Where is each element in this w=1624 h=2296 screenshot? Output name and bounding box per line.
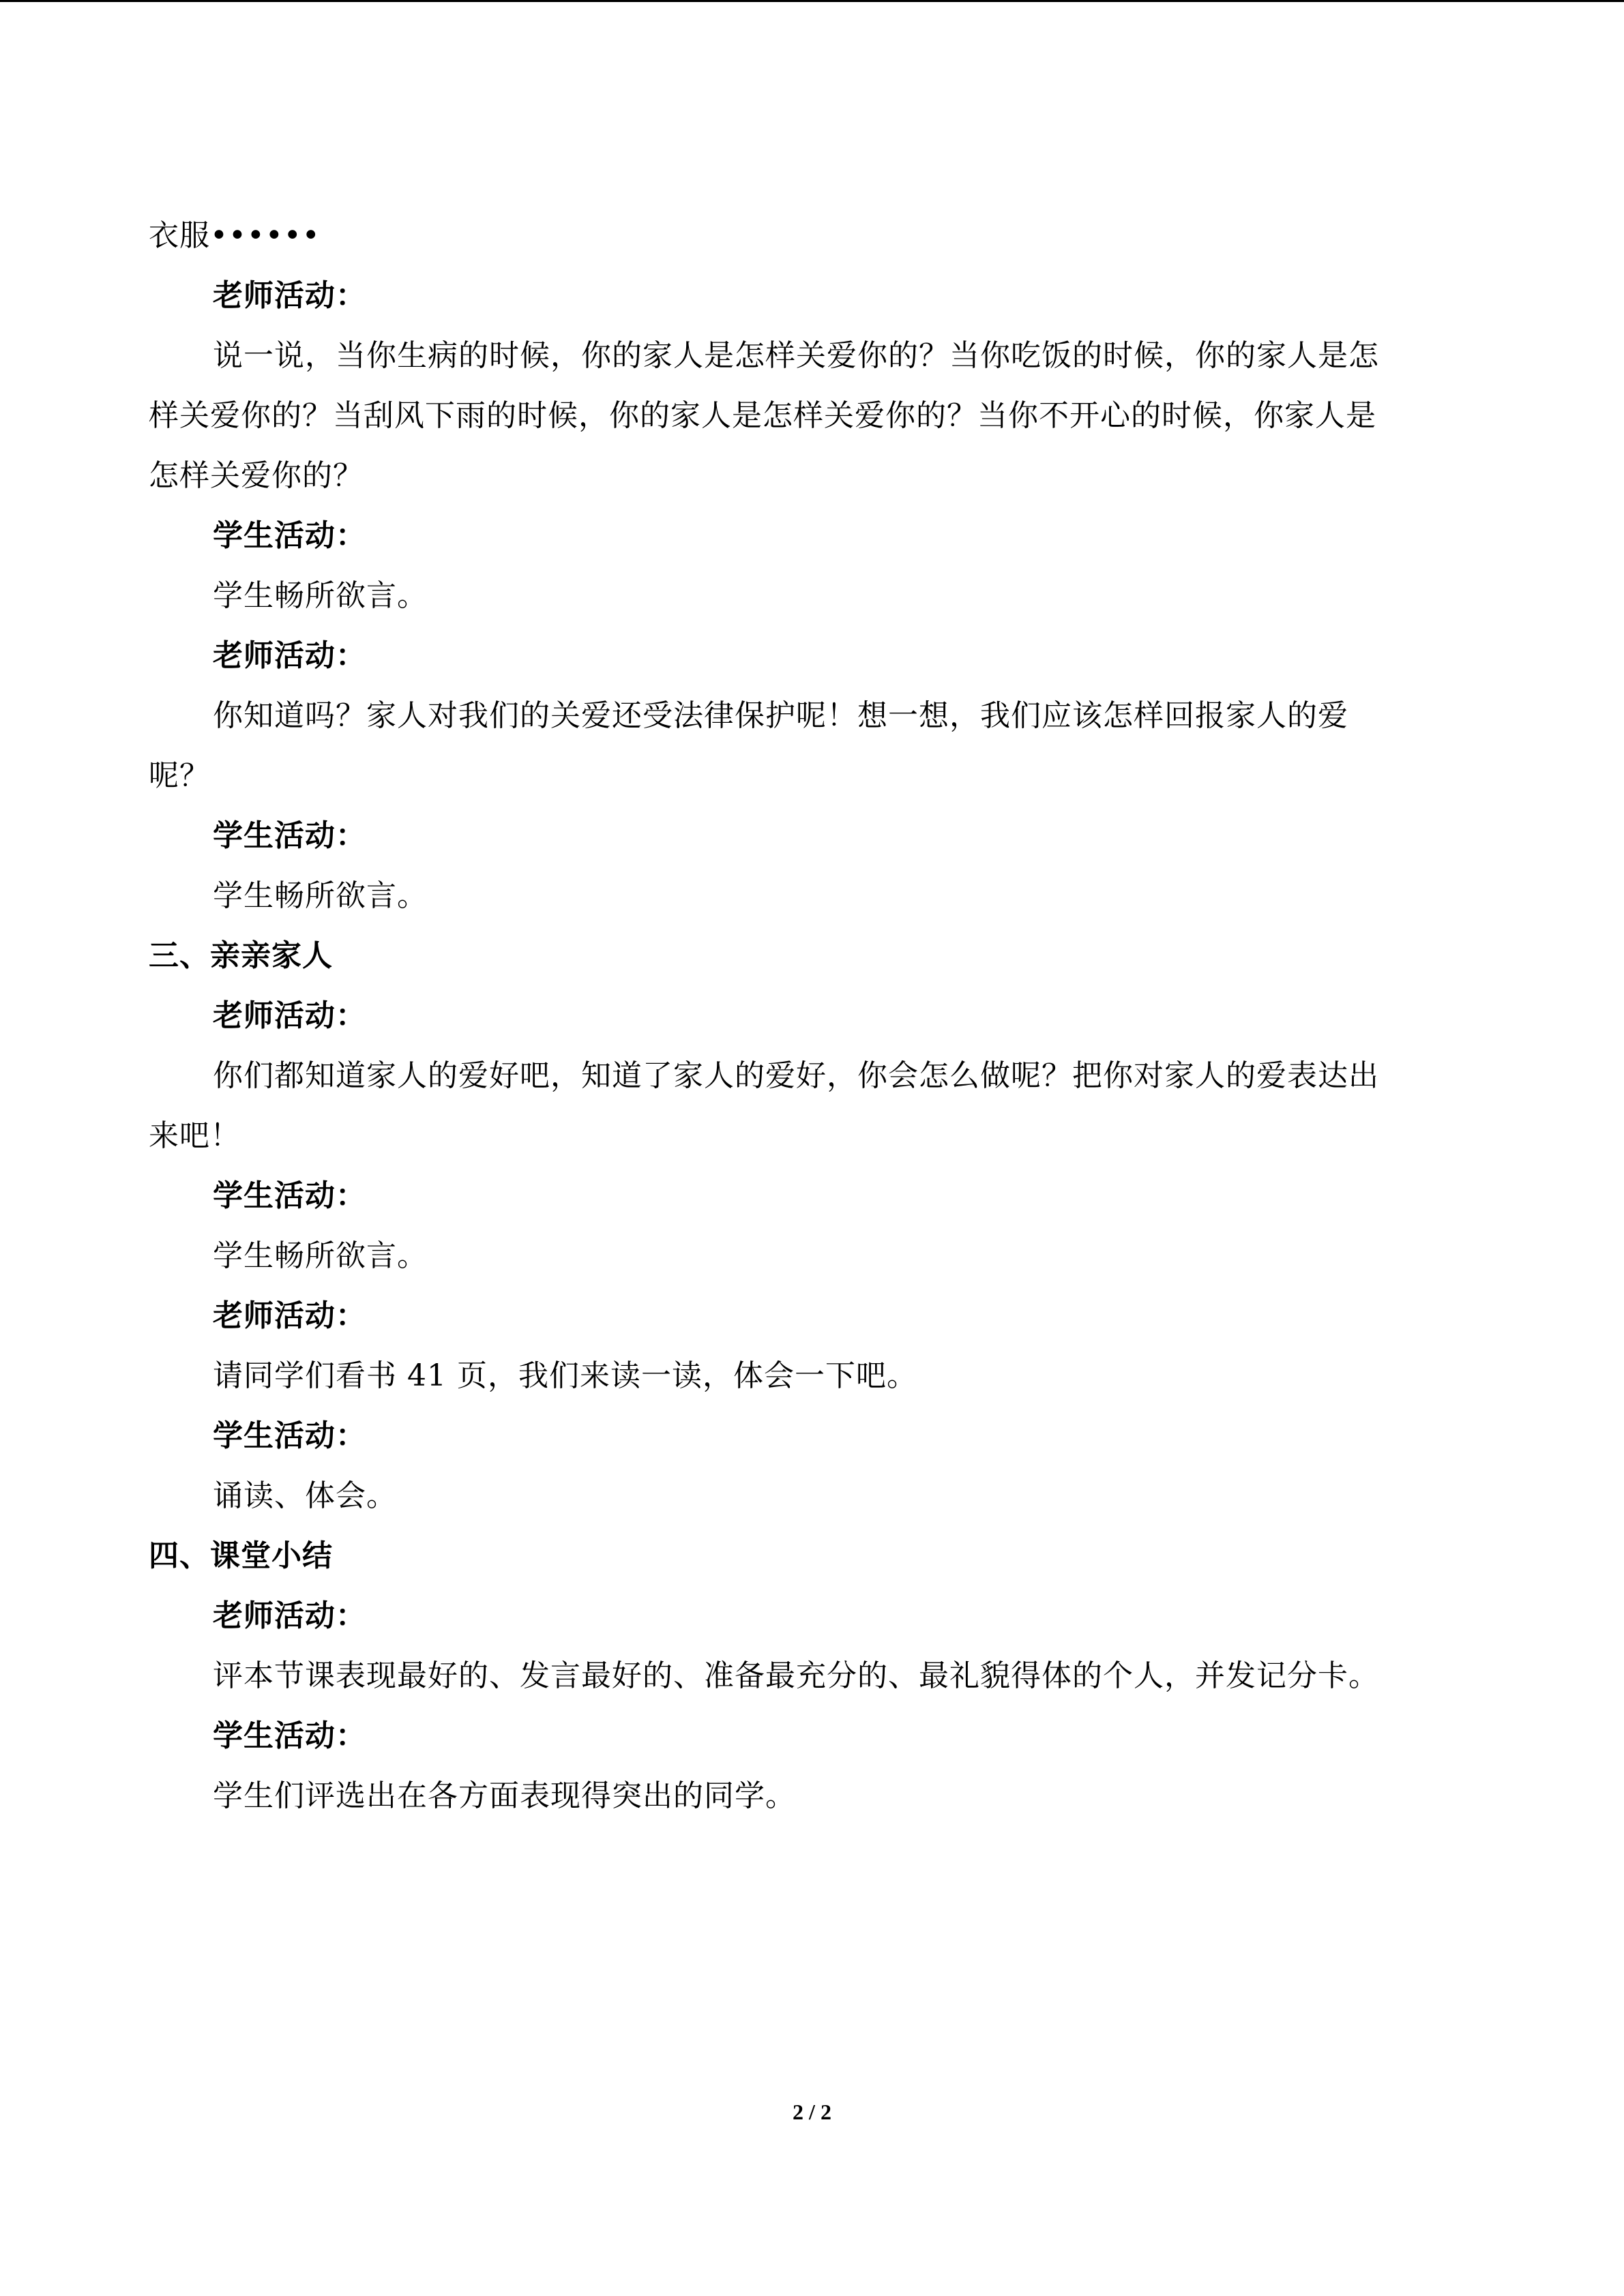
paragraph-line: 学生们评选出在各方面表现得突出的同学。 bbox=[213, 1778, 796, 1813]
teacher-activity-heading: 老师活动： bbox=[213, 998, 366, 1033]
student-activity-heading: 学生活动： bbox=[213, 818, 366, 853]
paragraph-line: 你知道吗？家人对我们的关爱还受法律保护呢！想一想，我们应该怎样回报家人的爱 bbox=[213, 698, 1348, 733]
paragraph-line: 学生畅所欲言。 bbox=[213, 578, 428, 613]
paragraph-line: 怎样关爱你的？ bbox=[149, 458, 364, 493]
student-activity-heading: 学生活动： bbox=[213, 1178, 366, 1213]
paragraph-line: 说一说，当你生病的时候，你的家人是怎样关爱你的？当你吃饭的时候，你的家人是怎 bbox=[213, 338, 1379, 373]
teacher-activity-heading: 老师活动： bbox=[213, 638, 366, 673]
teacher-activity-heading: 老师活动： bbox=[213, 278, 366, 313]
teacher-activity-heading: 老师活动： bbox=[213, 1598, 366, 1633]
paragraph-line: 诵读、体会。 bbox=[213, 1478, 397, 1513]
student-activity-heading: 学生活动： bbox=[213, 1718, 366, 1753]
section-heading: 三、亲亲家人 bbox=[149, 938, 333, 973]
section-heading: 四、课堂小结 bbox=[149, 1538, 333, 1573]
paragraph-line: 样关爱你的？当刮风下雨的时候，你的家人是怎样关爱你的？当你不开心的时候，你家人是 bbox=[149, 398, 1376, 433]
top-border bbox=[0, 0, 1624, 2]
paragraph-line: 评本节课表现最好的、发言最好的、准备最充分的、最礼貌得体的个人，并发记分卡。 bbox=[213, 1658, 1379, 1693]
page-number: 2 / 2 bbox=[793, 2100, 831, 2124]
paragraph-line: 请同学们看书 41 页，我们来读一读，体会一下吧。 bbox=[213, 1358, 917, 1393]
paragraph-line: 你们都知道家人的爱好吧，知道了家人的爱好，你会怎么做呢？把你对家人的爱表达出 bbox=[213, 1058, 1379, 1093]
paragraph-line: 学生畅所欲言。 bbox=[213, 878, 428, 913]
paragraph-line: 来吧！ bbox=[149, 1118, 241, 1153]
paragraph-line: 学生畅所欲言。 bbox=[213, 1238, 428, 1273]
student-activity-heading: 学生活动： bbox=[213, 1418, 366, 1453]
teacher-activity-heading: 老师活动： bbox=[213, 1298, 366, 1333]
text-line: 衣服•••••• bbox=[149, 218, 321, 253]
paragraph-line: 呢？ bbox=[149, 758, 210, 793]
student-activity-heading: 学生活动： bbox=[213, 518, 366, 553]
